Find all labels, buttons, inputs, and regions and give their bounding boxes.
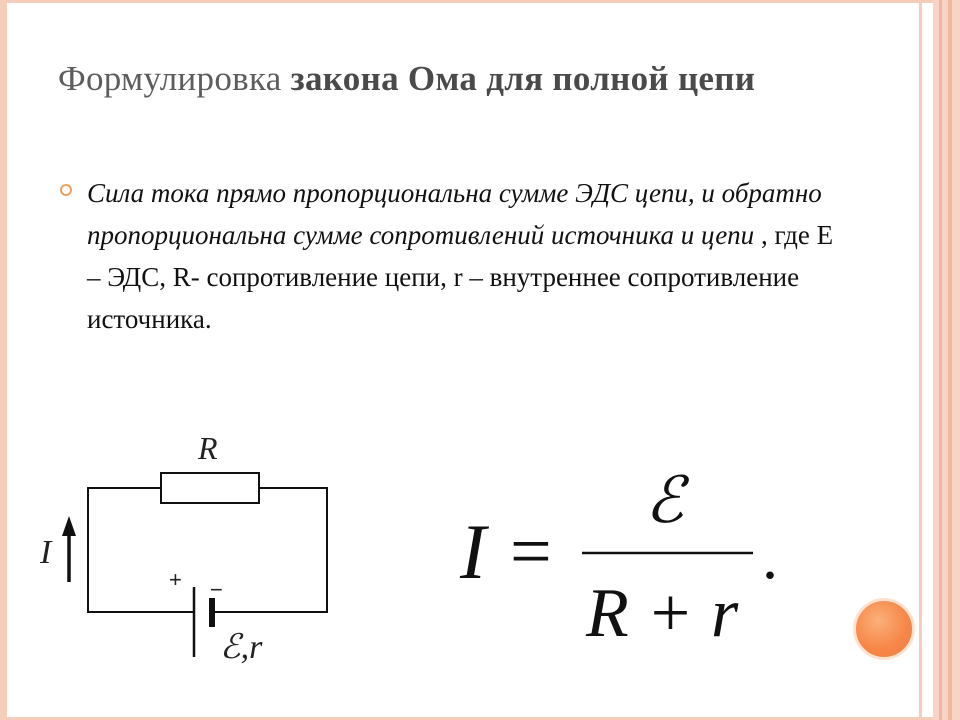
circuit-wire-right bbox=[212, 488, 327, 612]
frame-top-border bbox=[0, 0, 960, 3]
frame-right-stripe-dark bbox=[948, 0, 952, 720]
frame-right-band bbox=[933, 0, 960, 720]
source-label: ℰ,r bbox=[220, 629, 263, 666]
bullet-text bbox=[87, 172, 847, 340]
circuit-wire-left bbox=[88, 488, 194, 612]
circuit-diagram bbox=[30, 415, 370, 675]
resistor bbox=[161, 473, 259, 503]
bullet-italic-text: Сила тока прямо пропорциональна сумме ЭДС цепи, и обратно пропорциональна сумме сопротивлений источника и цепи bbox=[87, 178, 822, 250]
title-regular: Формулировка bbox=[58, 59, 282, 98]
frame-left-border bbox=[0, 0, 7, 720]
slide-title bbox=[58, 54, 818, 104]
plus-sign: + bbox=[169, 567, 182, 592]
ohm-law-formula bbox=[440, 460, 800, 650]
bullet-regular-text: , где Е – ЭДС, R- сопротивление цепи, r – внутреннее сопротивление источника. bbox=[87, 220, 834, 334]
frame-right-stripe-dark bbox=[939, 0, 942, 720]
frame-right-stripe bbox=[919, 0, 922, 720]
formula-period: . bbox=[762, 521, 778, 592]
formula-lhs: I bbox=[460, 508, 486, 595]
current-arrow-head bbox=[62, 516, 76, 536]
bullet-ring-icon bbox=[60, 184, 72, 196]
minus-sign: − bbox=[210, 577, 223, 602]
formula-equals: = bbox=[510, 511, 552, 593]
current-label: I bbox=[40, 534, 52, 571]
title-bold: закона Ома для полной цепи bbox=[290, 59, 756, 98]
formula-denominator: R + r bbox=[586, 575, 739, 650]
formula-numerator: ℰ bbox=[645, 465, 684, 536]
resistor-label: R bbox=[198, 430, 218, 466]
decorative-orange-circle bbox=[853, 598, 915, 660]
